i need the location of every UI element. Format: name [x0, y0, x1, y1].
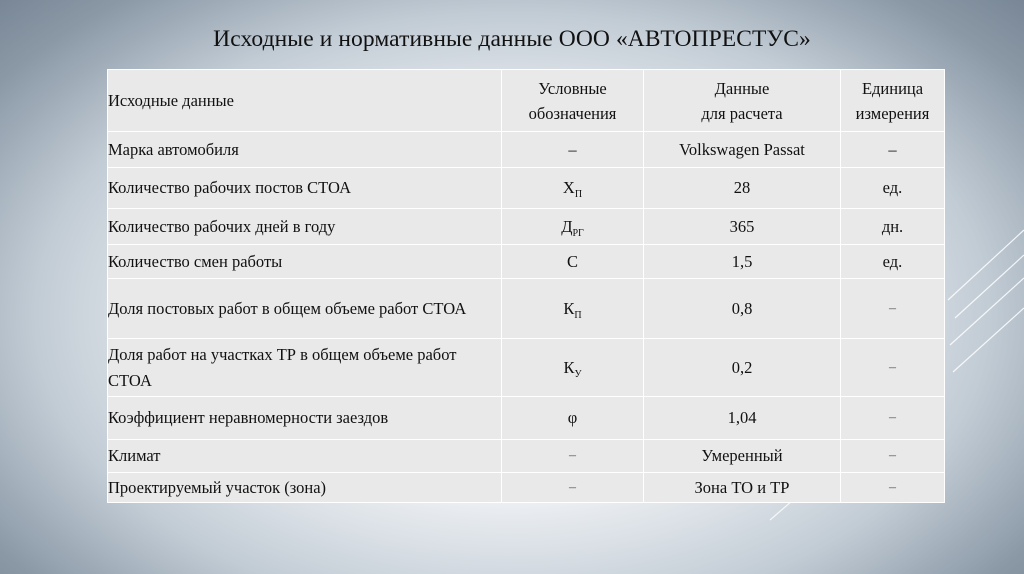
table-header-row	[108, 70, 945, 132]
table-row	[108, 397, 945, 440]
row-unit: –	[841, 397, 945, 440]
row-value: Volkswagen Passat	[644, 132, 841, 168]
row-unit: –	[841, 279, 945, 339]
row-symbol: –	[502, 440, 644, 473]
row-unit: –	[841, 473, 945, 503]
header-symbol: Условные обозначения	[502, 70, 644, 132]
row-name: Количество рабочих постов СТОА	[108, 168, 502, 209]
table-row	[108, 279, 945, 339]
row-unit: –	[841, 440, 945, 473]
row-value: 1,5	[644, 245, 841, 279]
row-name: Доля постовых работ в общем объеме работ СТОА	[108, 279, 502, 339]
table-row	[108, 168, 945, 209]
row-symbol: $Д_{РГ}$	[502, 209, 644, 245]
row-value: 0,2	[644, 339, 841, 397]
row-name: Количество рабочих дней в году	[108, 209, 502, 245]
row-value: 1,04	[644, 397, 841, 440]
row-symbol: $К_П$	[502, 279, 644, 339]
row-unit: дн.	[841, 209, 945, 245]
header-unit: Единица измерения	[841, 70, 945, 132]
row-symbol: С	[502, 245, 644, 279]
table-row	[108, 209, 945, 245]
row-symbol: $К_У$	[502, 339, 644, 397]
row-value: Зона ТО и ТР	[644, 473, 841, 503]
row-name: Доля работ на участках ТР в общем объеме работ СТОА	[108, 339, 502, 397]
row-unit: –	[841, 339, 945, 397]
row-value: 365	[644, 209, 841, 245]
slide-title: Исходные и нормативные данные ООО «АВТОПРЕСТУС»	[213, 26, 811, 52]
row-name: Коэффициент неравномерности заездов	[108, 397, 502, 440]
row-unit: ед.	[841, 245, 945, 279]
row-unit: ед.	[841, 168, 945, 209]
row-name: Количество смен работы	[108, 245, 502, 279]
row-symbol: φ	[502, 397, 644, 440]
row-name: Проектируемый участок (зона)	[108, 473, 502, 503]
row-symbol: –	[502, 473, 644, 503]
header-source-data: Исходные данные	[108, 70, 502, 132]
row-name: Климат	[108, 440, 502, 473]
data-table	[107, 69, 945, 503]
row-unit: –	[841, 132, 945, 168]
row-symbol: $Х_П$	[502, 168, 644, 209]
header-value: Данные для расчета	[644, 70, 841, 132]
row-value: 28	[644, 168, 841, 209]
row-value: Умеренный	[644, 440, 841, 473]
row-symbol: –	[502, 132, 644, 168]
row-value: 0,8	[644, 279, 841, 339]
table-row	[108, 440, 945, 473]
table-row	[108, 132, 945, 168]
table-row	[108, 473, 945, 503]
table-row	[108, 245, 945, 279]
row-name: Марка автомобиля	[108, 132, 502, 168]
table-row	[108, 339, 945, 397]
